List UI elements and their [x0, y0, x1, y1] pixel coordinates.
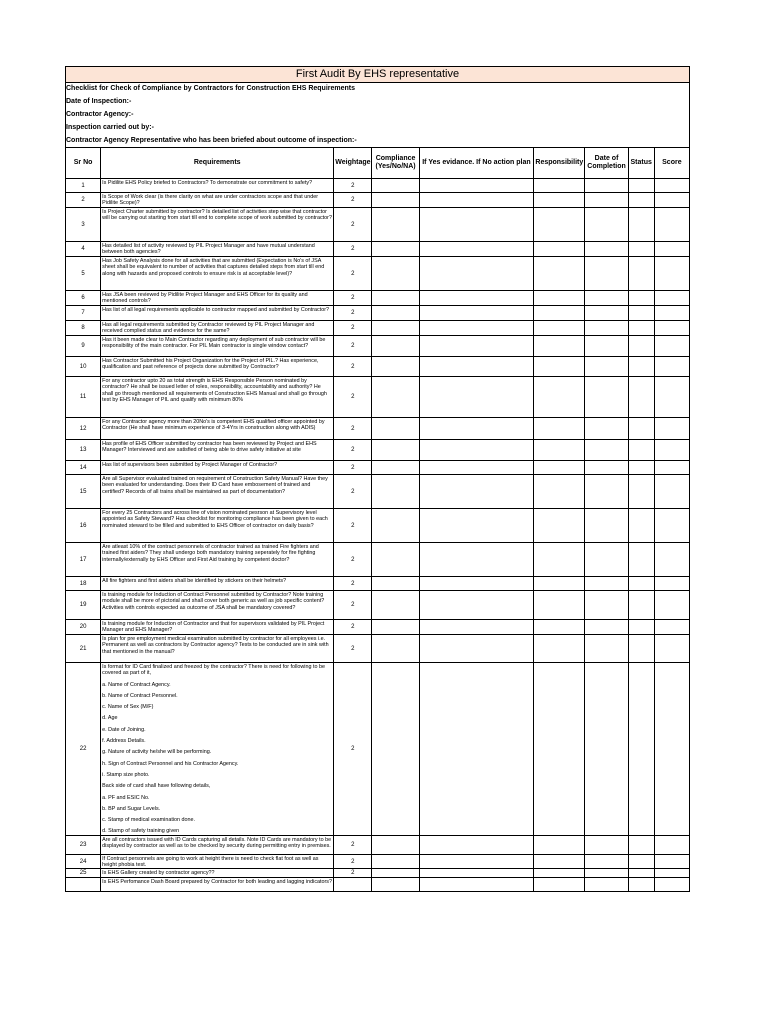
status-cell[interactable]	[628, 357, 654, 377]
requirement-cell: All fire fighters and first aiders shall be identified by stickers on their helmets?	[101, 577, 334, 591]
responsibility-cell[interactable]	[534, 878, 585, 892]
responsibility-cell[interactable]	[534, 591, 585, 620]
requirement-subitem: a. PF and ESIC No.	[102, 794, 150, 801]
weightage-cell: 2	[334, 357, 372, 377]
requirement-subitem: b. Name of Contract Personnel.	[102, 692, 178, 699]
evidence-cell[interactable]	[419, 336, 534, 357]
sr-no-cell: 17	[66, 543, 101, 577]
weightage-cell: 2	[334, 291, 372, 306]
table-row	[66, 193, 690, 208]
sr-no-cell: 21	[66, 635, 101, 663]
completion-date-cell[interactable]	[585, 179, 628, 193]
evidence-cell[interactable]	[419, 854, 534, 869]
sr-no-cell: 25	[66, 869, 101, 878]
requirement-cell: Is EHS Perfomance Dash Board prepared by Contractor for both leading and lagging indicators?	[101, 878, 334, 892]
evidence-cell[interactable]	[419, 591, 534, 620]
compliance-cell[interactable]	[372, 591, 419, 620]
table-row	[66, 577, 690, 591]
score-cell[interactable]	[654, 357, 689, 377]
status-cell[interactable]	[628, 377, 654, 418]
completion-date-cell[interactable]	[585, 461, 628, 475]
col-sr-header: Sr No	[66, 148, 101, 179]
score-cell[interactable]	[654, 377, 689, 418]
completion-date-cell[interactable]	[585, 878, 628, 892]
header-row	[66, 148, 690, 179]
date-of-inspection-label: Date of Inspection:-	[66, 98, 132, 105]
responsibility-cell[interactable]	[534, 242, 585, 257]
completion-date-cell[interactable]	[585, 475, 628, 509]
sr-no-cell: 8	[66, 321, 101, 336]
table-row	[66, 461, 690, 475]
requirement-subitem: d. Age	[102, 715, 118, 722]
status-cell[interactable]	[628, 854, 654, 869]
weightage-cell: 2	[334, 306, 372, 321]
evidence-cell[interactable]	[419, 321, 534, 336]
requirement-cell: Has list of all legal requirements applicable to contractor mapped and submitted by Contractor?	[101, 306, 334, 321]
status-cell[interactable]	[628, 869, 654, 878]
weightage-cell: 2	[334, 257, 372, 291]
compliance-cell[interactable]	[372, 377, 419, 418]
score-cell[interactable]	[654, 835, 689, 854]
requirement-cell: Are all contractors issued with ID Cards capturing all details. Note ID Cards are mandatory to be displayed by contractor as well as to be checked by security during permitting entry in premises.	[101, 835, 334, 854]
table-row	[66, 440, 690, 461]
completion-date-cell[interactable]	[585, 440, 628, 461]
compliance-cell[interactable]	[372, 291, 419, 306]
requirement-cell: Are atleast 10% of the contract personnels of contractor trained as trained Fire fighters and trained first aiders? They shall undergo both mandatory training seperately for fire fighting internally/externally by EHS Officer and First Aid training by competent doctor?	[101, 543, 334, 577]
sr-no-cell: 9	[66, 336, 101, 357]
sr-no-cell: 11	[66, 377, 101, 418]
col-evidence-header: If Yes evidance. If No action plan	[419, 148, 534, 179]
compliance-cell[interactable]	[372, 208, 419, 242]
weightage-cell: 2	[334, 869, 372, 878]
weightage-cell: 2	[334, 179, 372, 193]
weightage-cell: 2	[334, 208, 372, 242]
table-row	[66, 306, 690, 321]
evidence-cell[interactable]	[419, 461, 534, 475]
sr-no-cell: 18	[66, 577, 101, 591]
compliance-cell[interactable]	[372, 357, 419, 377]
compliance-cell[interactable]	[372, 336, 419, 357]
evidence-cell[interactable]	[419, 869, 534, 878]
score-cell[interactable]	[654, 635, 689, 663]
weightage-cell: 2	[334, 418, 372, 440]
compliance-cell[interactable]	[372, 193, 419, 208]
completion-date-cell[interactable]	[585, 869, 628, 878]
compliance-cell[interactable]	[372, 635, 419, 663]
responsibility-cell[interactable]	[534, 461, 585, 475]
compliance-cell[interactable]	[372, 620, 419, 635]
compliance-cell[interactable]	[372, 878, 419, 892]
completion-date-cell[interactable]	[585, 835, 628, 854]
responsibility-cell[interactable]	[534, 509, 585, 543]
table-row	[66, 835, 690, 854]
sr-no-cell: 6	[66, 291, 101, 306]
score-cell[interactable]	[654, 440, 689, 461]
requirement-subitem: f. Address Details.	[102, 738, 146, 745]
col-date-header: Date of Completion	[585, 148, 628, 179]
sr-no-cell: 10	[66, 357, 101, 377]
requirement-cell: For any contractor upto 20 as total strength is EHS Responsible Person nominated by contractor? He shall be issued letter of roles, responsibility, accountability and authority? He shall go through mentioned all requirements of Construction EHS Manual and shall go through test by EHS Manager of PIL and qualify with minimum 80%	[101, 377, 334, 418]
responsibility-cell[interactable]	[534, 321, 585, 336]
score-cell[interactable]	[654, 543, 689, 577]
compliance-cell[interactable]	[372, 418, 419, 440]
compliance-cell[interactable]	[372, 854, 419, 869]
table-row	[66, 242, 690, 257]
responsibility-cell[interactable]	[534, 377, 585, 418]
table-row	[66, 321, 690, 336]
responsibility-cell[interactable]	[534, 854, 585, 869]
weightage-cell: 2	[334, 475, 372, 509]
sr-no-cell: 15	[66, 475, 101, 509]
requirement-cell: Is Scope of Work clear (is there clarity on what are under contractors scope and that under Pidilite Scope)?	[101, 193, 334, 208]
responsibility-cell[interactable]	[534, 835, 585, 854]
table-row	[66, 357, 690, 377]
weightage-cell: 2	[334, 591, 372, 620]
status-cell[interactable]	[628, 663, 654, 836]
sr-no-cell: 24	[66, 854, 101, 869]
score-cell[interactable]	[654, 620, 689, 635]
evidence-cell[interactable]	[419, 377, 534, 418]
score-cell[interactable]	[654, 878, 689, 892]
completion-date-cell[interactable]	[585, 663, 628, 836]
completion-date-cell[interactable]	[585, 242, 628, 257]
requirement-cell: Has Contractor Submitted his Project Organization for the Project of PIL.? Has experience, qualification and past reference of projects done submitted by Contractor?	[101, 357, 334, 377]
completion-date-cell[interactable]	[585, 306, 628, 321]
audit-sheet	[65, 66, 690, 892]
status-cell[interactable]	[628, 591, 654, 620]
weightage-cell: 2	[334, 242, 372, 257]
status-cell[interactable]	[628, 336, 654, 357]
requirement-cell: Has JSA been reviewed by Pidilite Project Manager and EHS Officer for its quality and mentioned controls?	[101, 291, 334, 306]
weightage-cell: 2	[334, 620, 372, 635]
requirement-cell: For every 25 Contractors and across line of vision nominated pesrson at Supervisory level appointed as Safety Steward? Has checklist for monitoring compliance has been given to each nominated steward to be filled and submitted to EHS Officer of contractor on daily basis?	[101, 509, 334, 543]
sr-no-cell: 23	[66, 835, 101, 854]
compliance-cell[interactable]	[372, 440, 419, 461]
status-cell[interactable]	[628, 635, 654, 663]
sr-no-cell: 20	[66, 620, 101, 635]
responsibility-cell[interactable]	[534, 306, 585, 321]
evidence-cell[interactable]	[419, 208, 534, 242]
evidence-cell[interactable]	[419, 242, 534, 257]
info-block	[65, 83, 690, 147]
requirement-subitem: Back side of card shall have following details,	[102, 783, 211, 790]
requirement-cell: Has detailed list of activity reviewed by PIL Project Manager and have mutual understand between both agencies?	[101, 242, 334, 257]
requirement-cell: For any Contractor agency more than 20No's is competent EHS qualified officer appointed by Contractor (He shall have minimum experience of 3-4Yrs in construction along with ADIS)	[101, 418, 334, 440]
score-cell[interactable]	[654, 591, 689, 620]
completion-date-cell[interactable]	[585, 377, 628, 418]
completion-date-cell[interactable]	[585, 208, 628, 242]
weightage-cell: 2	[334, 461, 372, 475]
table-row	[66, 179, 690, 193]
compliance-cell[interactable]	[372, 869, 419, 878]
status-cell[interactable]	[628, 321, 654, 336]
weightage-cell: 2	[334, 336, 372, 357]
status-cell[interactable]	[628, 306, 654, 321]
weightage-cell: 2	[334, 663, 372, 836]
evidence-cell[interactable]	[419, 663, 534, 836]
evidence-cell[interactable]	[419, 257, 534, 291]
compliance-cell[interactable]	[372, 509, 419, 543]
status-cell[interactable]	[628, 577, 654, 591]
responsibility-cell[interactable]	[534, 869, 585, 878]
table-row	[66, 878, 690, 892]
compliance-cell[interactable]	[372, 321, 419, 336]
responsibility-cell[interactable]	[534, 179, 585, 193]
requirement-subitem: i. Stamp size photo.	[102, 771, 150, 778]
score-cell[interactable]	[654, 193, 689, 208]
requirement-subitem: d. Stamp of safety training given	[102, 828, 180, 835]
status-cell[interactable]	[628, 461, 654, 475]
completion-date-cell[interactable]	[585, 193, 628, 208]
requirement-subitem: h. Sign of Contract Personnel and his Contractor Agency.	[102, 760, 239, 767]
weightage-cell: 2	[334, 440, 372, 461]
responsibility-cell[interactable]	[534, 635, 585, 663]
compliance-cell[interactable]	[372, 663, 419, 836]
responsibility-cell[interactable]	[534, 440, 585, 461]
sr-no-cell: 3	[66, 208, 101, 242]
compliance-cell[interactable]	[372, 461, 419, 475]
requirement-subitem: g. Nature of activity he/she will be performing.	[102, 749, 212, 756]
evidence-cell[interactable]	[419, 440, 534, 461]
evidence-cell[interactable]	[419, 193, 534, 208]
requirement-cell: Is training module for Induction of Contract Personnel submitted by Contractor? Note training module shall be more of pictorial and shall cover both generic as well as job specific content? Activities with controls expected as outcome of JSA shall be mandatory covered?	[101, 591, 334, 620]
status-cell[interactable]	[628, 193, 654, 208]
weightage-cell: 2	[334, 635, 372, 663]
compliance-cell[interactable]	[372, 577, 419, 591]
representative-label: Contractor Agency Representative who has been briefed about outcome of inspection:-	[66, 137, 357, 144]
status-cell[interactable]	[628, 440, 654, 461]
weightage-cell: 2	[334, 321, 372, 336]
score-cell[interactable]	[654, 257, 689, 291]
completion-date-cell[interactable]	[585, 635, 628, 663]
sr-no-cell: 2	[66, 193, 101, 208]
compliance-cell[interactable]	[372, 475, 419, 509]
requirement-subitem: c. Stamp of medical examination done.	[102, 817, 196, 824]
compliance-cell[interactable]	[372, 179, 419, 193]
inspection-by-label: Inspection carried out by:-	[66, 124, 154, 131]
score-cell[interactable]	[654, 208, 689, 242]
status-cell[interactable]	[628, 257, 654, 291]
responsibility-cell[interactable]	[534, 257, 585, 291]
weightage-cell: 2	[334, 577, 372, 591]
responsibility-cell[interactable]	[534, 620, 585, 635]
status-cell[interactable]	[628, 620, 654, 635]
evidence-cell[interactable]	[419, 418, 534, 440]
requirement-cell: If Contract personnels are going to work at height there is need to check flat foot as well as height phobia test.	[101, 854, 334, 869]
responsibility-cell[interactable]	[534, 663, 585, 836]
sheet-title: First Audit By EHS representative	[65, 66, 690, 83]
table-row	[66, 475, 690, 509]
sr-no-cell: 19	[66, 591, 101, 620]
status-cell[interactable]	[628, 179, 654, 193]
col-responsibility-header: Responsibility	[534, 148, 585, 179]
evidence-cell[interactable]	[419, 635, 534, 663]
requirement-cell: Is Project Charter submitted by contractor? Is detailed list of activities step wise that contractor will be carrying out starting from start till end to complete scope of work submitted by contractor?	[101, 208, 334, 242]
evidence-cell[interactable]	[419, 357, 534, 377]
status-cell[interactable]	[628, 475, 654, 509]
weightage-cell: 2	[334, 835, 372, 854]
sr-no-cell	[66, 878, 101, 892]
completion-date-cell[interactable]	[585, 854, 628, 869]
weightage-cell	[334, 878, 372, 892]
score-cell[interactable]	[654, 306, 689, 321]
col-weightage-header: Weightage	[334, 148, 372, 179]
score-cell[interactable]	[654, 461, 689, 475]
evidence-cell[interactable]	[419, 878, 534, 892]
score-cell[interactable]	[654, 179, 689, 193]
completion-date-cell[interactable]	[585, 591, 628, 620]
responsibility-cell[interactable]	[534, 193, 585, 208]
table-row	[66, 620, 690, 635]
status-cell[interactable]	[628, 509, 654, 543]
table-row	[66, 543, 690, 577]
evidence-cell[interactable]	[419, 835, 534, 854]
completion-date-cell[interactable]	[585, 577, 628, 591]
score-cell[interactable]	[654, 869, 689, 878]
status-cell[interactable]	[628, 835, 654, 854]
compliance-cell[interactable]	[372, 543, 419, 577]
requirement-cell: Has it been made clear to Main Contractor regarding any deployment of sub contractor will be responsibility of the main contractor. For PIL Main contractor is single window contact?	[101, 336, 334, 357]
requirement-cell: Has list of supervisors been submitted by Project Manager of Contractor?	[101, 461, 334, 475]
responsibility-cell[interactable]	[534, 475, 585, 509]
sr-no-cell: 1	[66, 179, 101, 193]
sr-no-cell: 7	[66, 306, 101, 321]
table-row	[66, 509, 690, 543]
requirement-subitem: b. BP and Sugar Levels.	[102, 805, 161, 812]
requirement-subitem: a. Name of Contract Agency.	[102, 681, 171, 688]
score-cell[interactable]	[654, 854, 689, 869]
score-cell[interactable]	[654, 291, 689, 306]
responsibility-cell[interactable]	[534, 357, 585, 377]
evidence-cell[interactable]	[419, 291, 534, 306]
responsibility-cell[interactable]	[534, 418, 585, 440]
contractor-agency-label: Contractor Agency:-	[66, 111, 134, 118]
score-cell[interactable]	[654, 242, 689, 257]
requirement-subitem: e. Date of Joining.	[102, 726, 146, 733]
col-score-header: Score	[654, 148, 689, 179]
score-cell[interactable]	[654, 418, 689, 440]
completion-date-cell[interactable]	[585, 336, 628, 357]
completion-date-cell[interactable]	[585, 620, 628, 635]
weightage-cell: 2	[334, 377, 372, 418]
table-row	[66, 257, 690, 291]
weightage-cell: 2	[334, 854, 372, 869]
responsibility-cell[interactable]	[534, 543, 585, 577]
table-row	[66, 418, 690, 440]
status-cell[interactable]	[628, 543, 654, 577]
score-cell[interactable]	[654, 475, 689, 509]
status-cell[interactable]	[628, 242, 654, 257]
compliance-cell[interactable]	[372, 306, 419, 321]
sr-no-cell: 4	[66, 242, 101, 257]
table-row	[66, 635, 690, 663]
score-cell[interactable]	[654, 336, 689, 357]
sr-no-cell: 5	[66, 257, 101, 291]
completion-date-cell[interactable]	[585, 509, 628, 543]
evidence-cell[interactable]	[419, 179, 534, 193]
status-cell[interactable]	[628, 878, 654, 892]
weightage-cell: 2	[334, 509, 372, 543]
evidence-cell[interactable]	[419, 577, 534, 591]
requirement-cell	[101, 663, 334, 836]
col-requirements-header: Requirements	[101, 148, 334, 179]
evidence-cell[interactable]	[419, 306, 534, 321]
weightage-cell: 2	[334, 193, 372, 208]
checklist-heading: Checklist for Check of Compliance by Contractors for Construction EHS Requirements	[66, 85, 355, 92]
score-cell[interactable]	[654, 509, 689, 543]
weightage-cell: 2	[334, 543, 372, 577]
score-cell[interactable]	[654, 577, 689, 591]
table-row	[66, 377, 690, 418]
score-cell[interactable]	[654, 663, 689, 836]
table-row	[66, 591, 690, 620]
col-status-header: Status	[628, 148, 654, 179]
table-row	[66, 854, 690, 869]
evidence-cell[interactable]	[419, 620, 534, 635]
table-row	[66, 336, 690, 357]
responsibility-cell[interactable]	[534, 291, 585, 306]
sr-no-cell: 12	[66, 418, 101, 440]
compliance-cell[interactable]	[372, 242, 419, 257]
completion-date-cell[interactable]	[585, 357, 628, 377]
requirement-cell: Has all legal requirements submitted by Contractor reviewed by PIL Project Manager and received complied status and evidence for the same?	[101, 321, 334, 336]
evidence-cell[interactable]	[419, 509, 534, 543]
compliance-cell[interactable]	[372, 257, 419, 291]
requirement-cell: Is EHS Gallery created by contractor agency??	[101, 869, 334, 878]
sr-no-cell: 14	[66, 461, 101, 475]
requirement-cell: Are all Supervisor evaluated trained on requirement of Construction Safety Manual? Have they been evaluated for understanding. Does their ID Card have embosement of trained and certified? Records of all trains shall be maintained as part of documentation?	[101, 475, 334, 509]
requirement-cell: Is plan for pre employment medical examination submitted by contractor for all employees i.e. Permanent as well as contractors by Contractor agency? Tests to be conducted are in sink with that mentioned in the manual?	[101, 635, 334, 663]
completion-date-cell[interactable]	[585, 321, 628, 336]
table-row	[66, 208, 690, 242]
status-cell[interactable]	[628, 418, 654, 440]
sr-no-cell: 22	[66, 663, 101, 836]
responsibility-cell[interactable]	[534, 577, 585, 591]
status-cell[interactable]	[628, 291, 654, 306]
col-compliance-header: Compliance (Yes/No/NA)	[372, 148, 419, 179]
requirement-cell: Is Pidilite EHS Policy briefed to Contractors? To demonstrate our commitment to safety?	[101, 179, 334, 193]
compliance-cell[interactable]	[372, 835, 419, 854]
responsibility-cell[interactable]	[534, 208, 585, 242]
table-row	[66, 663, 690, 836]
completion-date-cell[interactable]	[585, 418, 628, 440]
completion-date-cell[interactable]	[585, 291, 628, 306]
requirement-subitem: c. Name of Sex (M/F)	[102, 704, 154, 711]
completion-date-cell[interactable]	[585, 257, 628, 291]
requirement-cell: Is training module for Induction of Contractor and that for supervisors validated by PIL Project Manager and EHS Manager?	[101, 620, 334, 635]
responsibility-cell[interactable]	[534, 336, 585, 357]
table-row	[66, 291, 690, 306]
evidence-cell[interactable]	[419, 543, 534, 577]
requirement-subitem: Is format for ID Card finalized and freezed by the contractor? There is need for following to be covered as part of it,	[102, 664, 325, 677]
score-cell[interactable]	[654, 321, 689, 336]
sr-no-cell: 16	[66, 509, 101, 543]
table-row	[66, 869, 690, 878]
requirement-cell: Has profile of EHS Officer submitted by contractor has been reviewed by Project and EHS Manager? Interviewed and are satisfied of being able to drive safety initiative at site	[101, 440, 334, 461]
completion-date-cell[interactable]	[585, 543, 628, 577]
evidence-cell[interactable]	[419, 475, 534, 509]
status-cell[interactable]	[628, 208, 654, 242]
sr-no-cell: 13	[66, 440, 101, 461]
checklist-table	[65, 147, 690, 892]
requirement-cell: Has Job Safety Analysis done for all activities that are submitted (Expectation is No's of JSA sheet shall be equivalent to number of activities that captures detailed steps from start till end along with hazards and proposed controls to ensure risk is at acceptable level)?	[101, 257, 334, 291]
